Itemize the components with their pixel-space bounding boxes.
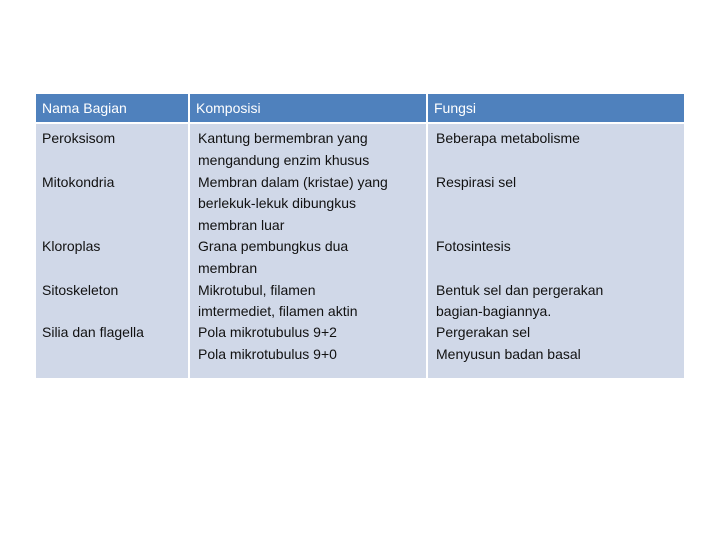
table-header-row — [36, 94, 684, 122]
cell-komposisi-line: Pola mikrotubulus 9+2 — [198, 324, 337, 340]
cell-komposisi-line: Grana pembungkus dua — [198, 238, 349, 254]
cell-fungsi-line: Fotosintesis — [436, 238, 511, 254]
header-komposisi: Komposisi — [190, 94, 428, 122]
cell-komposisi-line: Membran dalam (kristae) yang — [198, 174, 388, 190]
table-body — [36, 122, 684, 378]
organelle-table — [36, 94, 684, 378]
cell-fungsi-line: Beberapa metabolisme — [436, 130, 580, 146]
cell-fungsi-line: bagian-bagiannya. — [436, 303, 552, 319]
cell-fungsi-line: Pergerakan sel — [436, 324, 531, 340]
column-nama-bagian — [36, 124, 190, 378]
column-komposisi — [190, 124, 428, 378]
cell-komposisi-line: Pola mikrotubulus 9+0 — [198, 346, 337, 362]
cell-silia-flagella: Silia dan flagella — [42, 324, 144, 340]
cell-fungsi-line: Bentuk sel dan pergerakan — [436, 282, 604, 298]
cell-komposisi-line: membran luar — [198, 217, 285, 233]
cell-peroksisom: Peroksisom — [42, 130, 116, 146]
cell-komposisi-line: imtermediet, filamen aktin — [198, 303, 358, 319]
cell-komposisi-line: Kantung bermembran yang — [198, 130, 368, 146]
column-fungsi — [428, 124, 684, 378]
cell-komposisi-line: berlekuk-lekuk dibungkus — [198, 195, 356, 211]
cell-fungsi-line: Respirasi sel — [436, 174, 517, 190]
cell-fungsi-line: Menyusun badan basal — [436, 346, 581, 362]
header-nama-bagian: Nama Bagian — [36, 94, 190, 122]
header-fungsi: Fungsi — [434, 100, 477, 116]
cell-komposisi-line: membran — [198, 260, 258, 276]
cell-sitoskeleton: Sitoskeleton — [42, 282, 119, 298]
cell-komposisi-line: mengandung enzim khusus — [198, 152, 370, 168]
cell-kloroplas: Kloroplas — [42, 238, 101, 254]
cell-mitokondria: Mitokondria — [42, 174, 115, 190]
cell-komposisi-line: Mikrotubul, filamen — [198, 282, 316, 298]
